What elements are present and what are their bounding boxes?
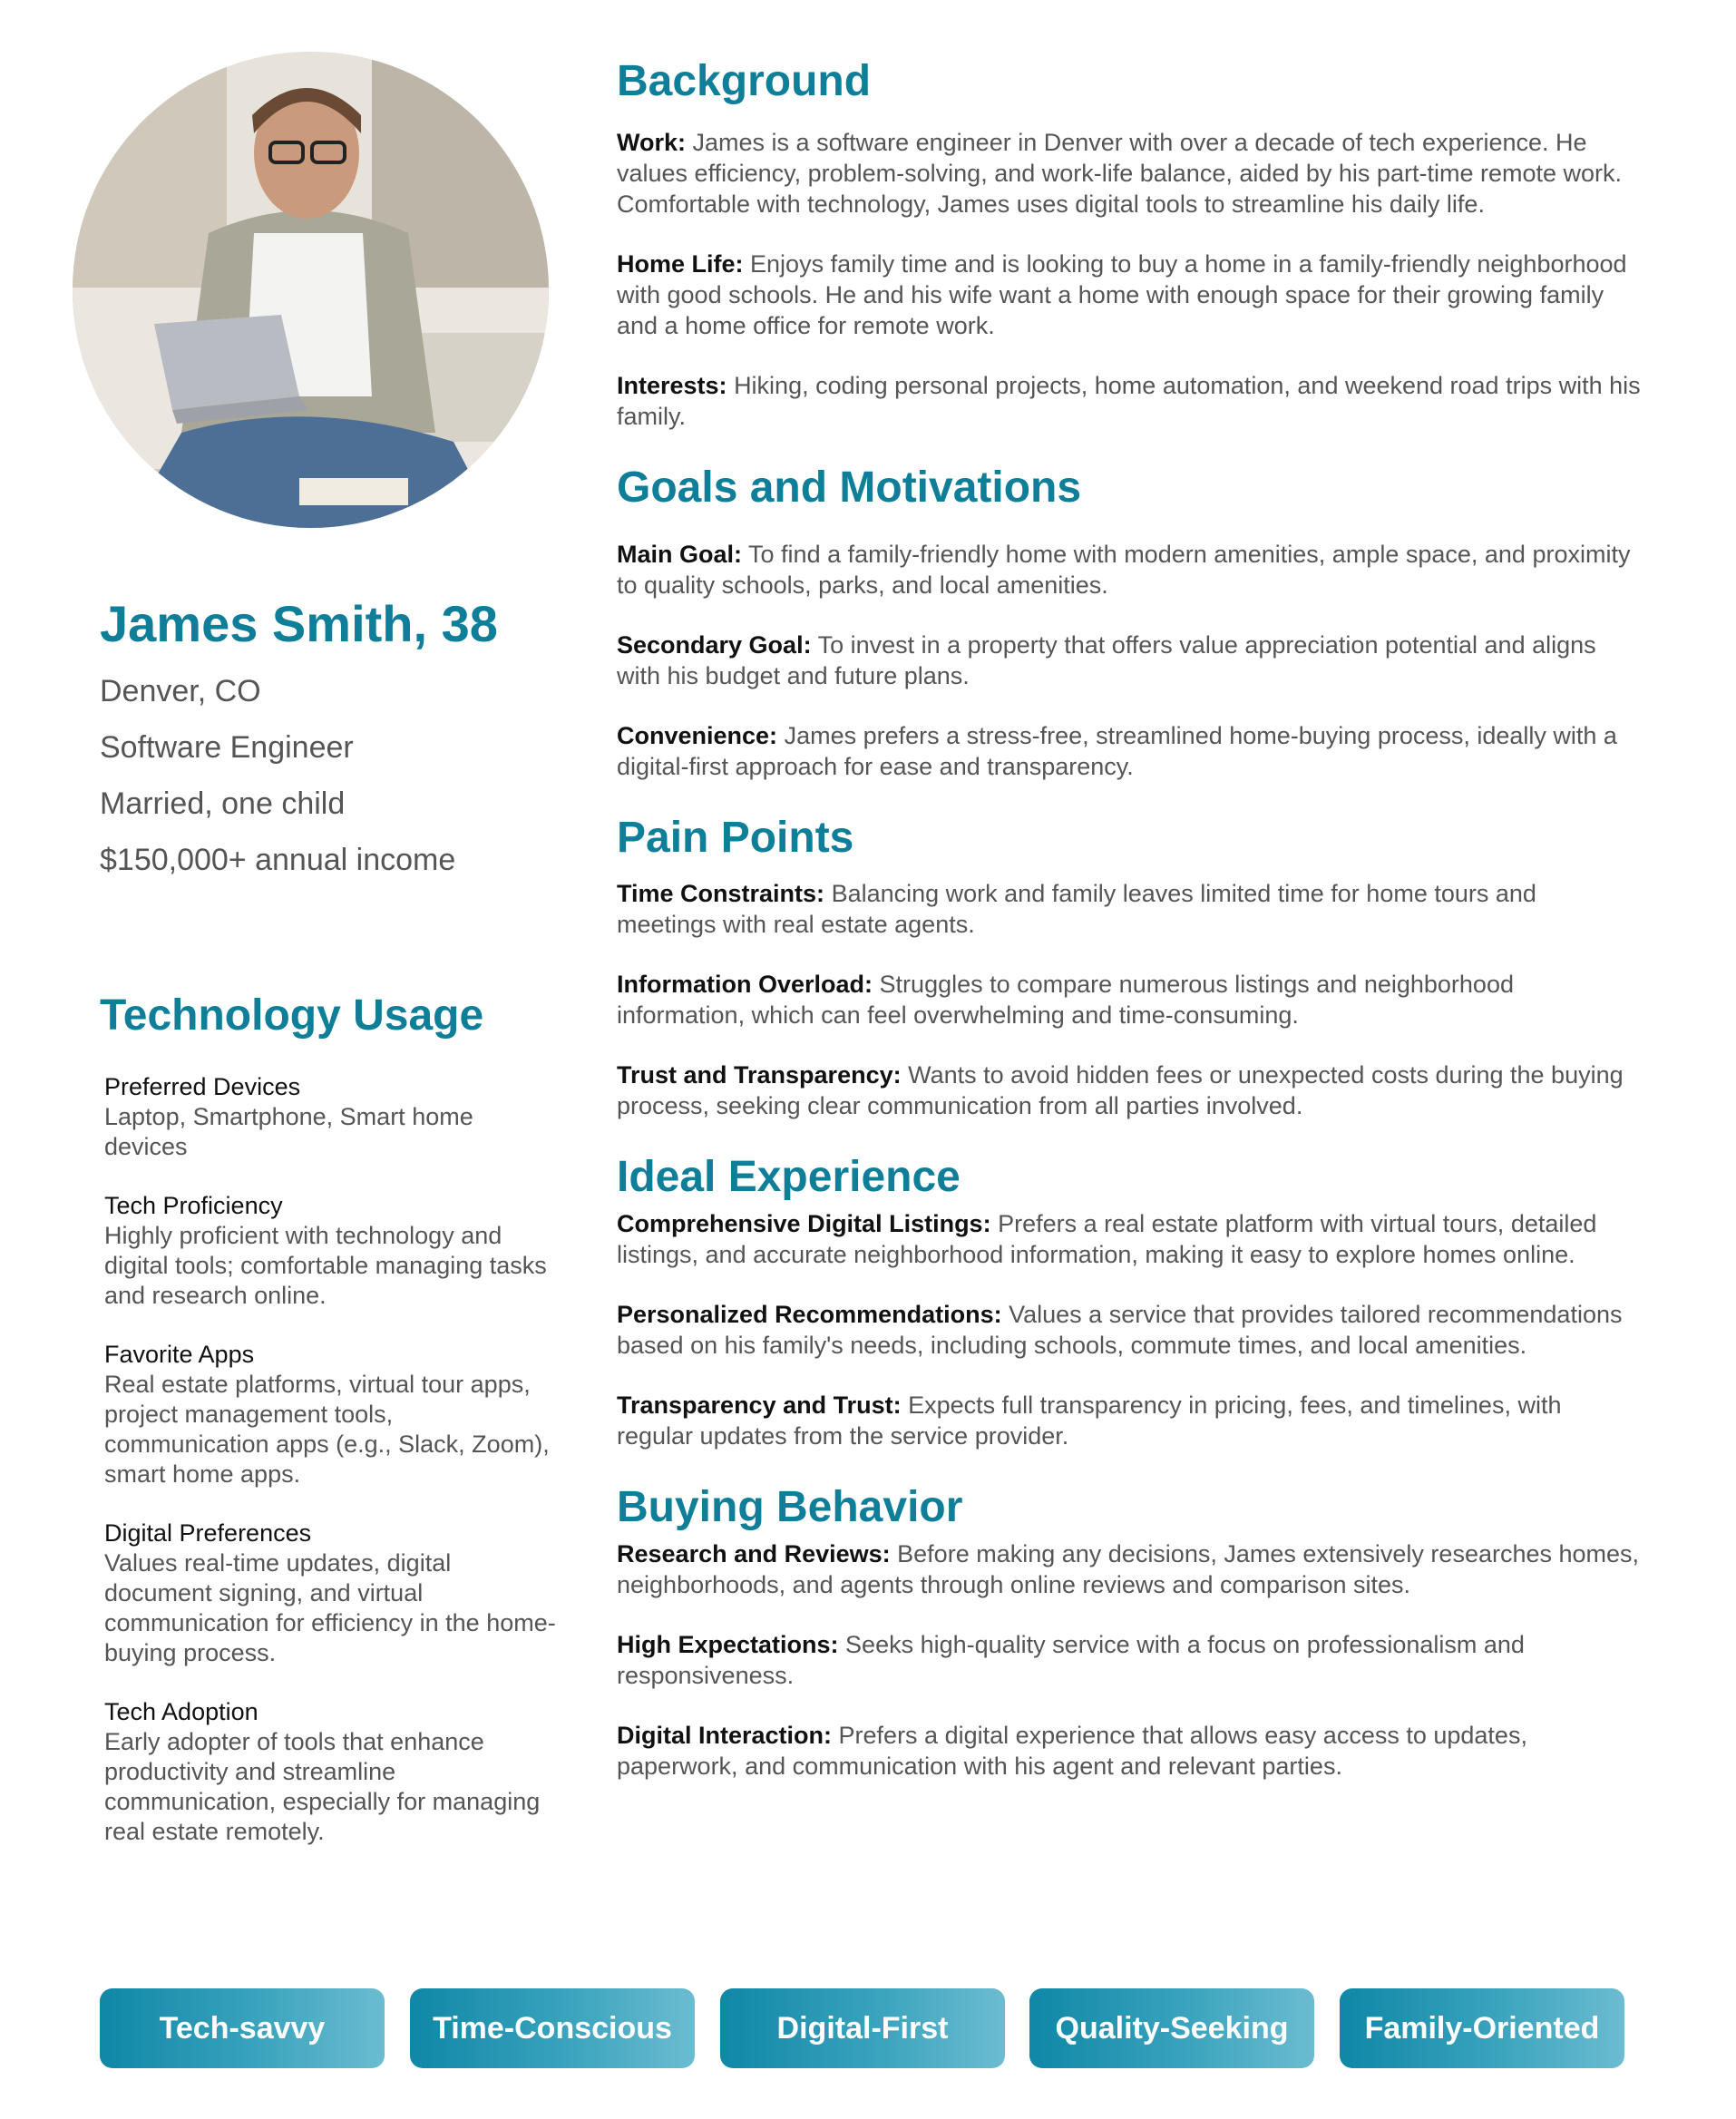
para-text: Prefers a digital experience that allows easy access to updates, paperwork, and communication with his agent and relevant parties.	[617, 1722, 1527, 1780]
background-interests	[617, 370, 1642, 432]
para-text: James prefers a stress-free, streamlined home-buying process, ideally with a digital-first approach for ease and transparency.	[617, 722, 1617, 780]
para-text: Seeks high-quality service with a focus on professionalism and responsiveness.	[617, 1631, 1525, 1689]
para-text: To find a family-friendly home with modern amenities, ample space, and proximity to quality schools, parks, and local amenities.	[617, 541, 1631, 599]
para-text: Struggles to compare numerous listings and neighborhood information, which can feel overwhelming and time-consuming.	[617, 971, 1514, 1029]
tech-item-value: Highly proficient with technology and digital tools; comfortable managing tasks and research online.	[104, 1222, 547, 1309]
goals-section	[617, 461, 1642, 782]
ideal-experience-section	[617, 1150, 1642, 1451]
para-label: Transparency and Trust:	[617, 1392, 902, 1419]
tech-item-label: Tech Proficiency	[104, 1192, 283, 1219]
para-text: Wants to avoid hidden fees or unexpected costs during the buying process, seeking clear communication from all parties involved.	[617, 1061, 1624, 1119]
persona-facts	[100, 673, 455, 898]
technology-usage-list	[104, 1072, 558, 1876]
background-section	[617, 54, 1642, 432]
tech-item-value: Values real-time updates, digital document signing, and virtual communication for efficiency in the home-buying process.	[104, 1549, 556, 1666]
tag-digital-first: Digital-First	[720, 1988, 1005, 2068]
background-work	[617, 127, 1642, 220]
goals-title: Goals and Motivations	[617, 464, 1082, 512]
para-label: Personalized Recommendations:	[617, 1301, 1002, 1328]
buying-expectations	[617, 1629, 1642, 1691]
pain-points-section	[617, 811, 1642, 1121]
persona-occupation: Software Engineer	[100, 730, 354, 765]
tech-item	[104, 1697, 558, 1847]
persona-photo	[73, 52, 549, 528]
tag-tech-savvy: Tech-savvy	[100, 1988, 385, 2068]
tech-item-label: Favorite Apps	[104, 1341, 255, 1368]
para-label: Digital Interaction:	[617, 1722, 833, 1749]
persona-family: Married, one child	[100, 786, 346, 821]
para-label: Research and Reviews:	[617, 1540, 891, 1567]
para-label: Home Life:	[617, 250, 744, 278]
persona-name: James Smith, 38	[100, 595, 498, 652]
tech-item-label: Digital Preferences	[104, 1519, 312, 1547]
goals-secondary	[617, 630, 1642, 691]
tech-item	[104, 1191, 558, 1311]
para-text: Hiking, coding personal projects, home automation, and weekend road trips with his family.	[617, 372, 1641, 430]
tech-item-value: Real estate platforms, virtual tour apps, project management tools, communication apps (e.g., Slack, Zoom), smart home apps.	[104, 1371, 550, 1488]
para-label: Work:	[617, 129, 687, 156]
para-text: Expects full transparency in pricing, fees, and timelines, with regular updates from the service provider.	[617, 1392, 1562, 1450]
tag-time-conscious: Time-Conscious	[410, 1988, 695, 2068]
buying-behavior-title: Buying Behavior	[617, 1483, 963, 1531]
goals-main	[617, 539, 1642, 601]
para-text: Before making any decisions, James extensively researches homes, neighborhoods, and agents through online reviews and comparison sites.	[617, 1540, 1640, 1598]
tag-quality-seeking: Quality-Seeking	[1029, 1988, 1314, 2068]
para-label: Trust and Transparency:	[617, 1061, 902, 1089]
para-label: Information Overload:	[617, 971, 873, 998]
ideal-recommendations	[617, 1299, 1642, 1361]
persona-photo-illustration	[73, 52, 549, 528]
para-label: Comprehensive Digital Listings:	[617, 1210, 991, 1237]
tech-item-label: Tech Adoption	[104, 1698, 258, 1725]
ideal-transparency	[617, 1390, 1642, 1451]
pain-information	[617, 969, 1642, 1030]
goals-convenience	[617, 720, 1642, 782]
buying-behavior-section	[617, 1480, 1642, 1782]
para-label: Convenience:	[617, 722, 778, 749]
buying-digital	[617, 1720, 1642, 1782]
background-home-life	[617, 249, 1642, 341]
tech-item-value: Early adopter of tools that enhance productivity and streamline communication, especially for managing real estate remotely.	[104, 1728, 541, 1845]
para-text: Enjoys family time and is looking to buy a home in a family-friendly neighborhood with good schools. He and his wife want a home with enough space for their growing family and a home office for remote work.	[617, 250, 1627, 339]
persona-location: Denver, CO	[100, 674, 261, 708]
persona-details	[617, 54, 1642, 1811]
trait-tags	[100, 1988, 1642, 2068]
para-text: Values a service that provides tailored recommendations based on his family's needs, including schools, commute times, and local amenities.	[617, 1301, 1623, 1359]
para-text: James is a software engineer in Denver with over a decade of tech experience. He values efficiency, problem-solving, and work-life balance, aided by his part-time remote work. Comfortable with technology, James uses digital tools to streamline his daily life.	[617, 129, 1623, 218]
persona-income: $150,000+ annual income	[100, 843, 456, 877]
buying-research	[617, 1538, 1642, 1600]
para-text: Prefers a real estate platform with virtual tours, detailed listings, and accurate neighborhood information, making it easy to explore homes online.	[617, 1210, 1597, 1268]
tech-item	[104, 1340, 558, 1489]
tag-family-oriented: Family-Oriented	[1340, 1988, 1624, 2068]
tech-item	[104, 1072, 558, 1162]
para-label: Interests:	[617, 372, 727, 399]
ideal-experience-title: Ideal Experience	[617, 1153, 961, 1201]
para-text: To invest in a property that offers value appreciation potential and aligns with his budget and future plans.	[617, 631, 1596, 689]
tech-item-label: Preferred Devices	[104, 1073, 301, 1100]
pain-trust	[617, 1060, 1642, 1121]
para-label: Time Constraints:	[617, 880, 825, 907]
pain-points-title: Pain Points	[617, 814, 854, 862]
tech-item-value: Laptop, Smartphone, Smart home devices	[104, 1103, 473, 1160]
para-text: Balancing work and family leaves limited time for home tours and meetings with real estate agents.	[617, 880, 1536, 938]
ideal-listings	[617, 1208, 1642, 1270]
background-title: Background	[617, 57, 872, 105]
para-label: Secondary Goal:	[617, 631, 812, 659]
para-label: Main Goal:	[617, 541, 743, 568]
pain-time	[617, 878, 1642, 940]
technology-usage-title: Technology Usage	[100, 991, 484, 1040]
tech-item	[104, 1518, 558, 1668]
para-label: High Expectations:	[617, 1631, 839, 1658]
